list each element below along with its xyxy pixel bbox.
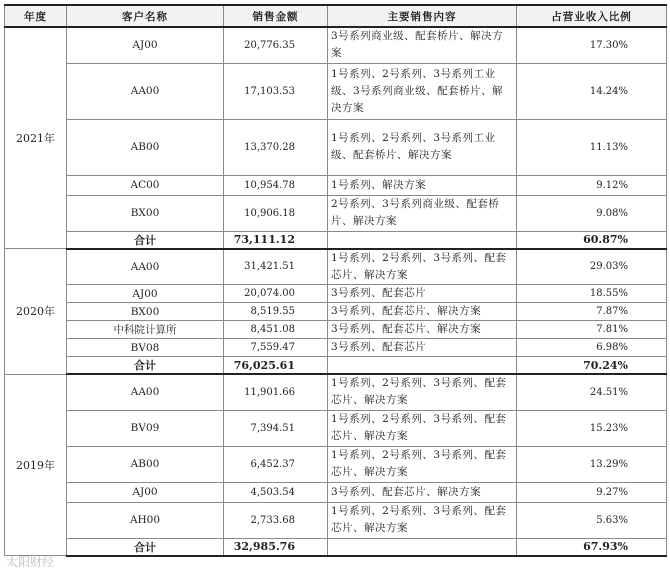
percentage-cell: 9.08%	[517, 195, 667, 231]
amount-cell: 8,519.55	[224, 303, 328, 321]
amount-cell: 10,906.18	[224, 195, 328, 231]
content-cell: 3号系列、配套芯片、解决方案	[328, 303, 517, 321]
customer-cell: AJ00	[67, 482, 224, 502]
percentage-cell: 6.98%	[517, 339, 667, 357]
total-amount: 73,111.12	[224, 231, 328, 249]
customer-cell: AA00	[67, 63, 224, 119]
amount-cell: 11,901.66	[224, 374, 328, 410]
header-customer: 客户名称	[67, 5, 224, 27]
customer-cell: BV09	[67, 410, 224, 446]
total-row	[5, 538, 667, 556]
total-label: 合计	[67, 357, 224, 375]
customer-cell: AA00	[67, 249, 224, 285]
amount-cell: 7,559.47	[224, 339, 328, 357]
total-amount: 76,025.61	[224, 357, 328, 375]
customer-sales-table	[4, 4, 667, 557]
table-row	[5, 374, 667, 410]
customer-cell: AA00	[67, 374, 224, 410]
total-content-cell	[328, 538, 517, 556]
table-row	[5, 339, 667, 357]
table-row	[5, 63, 667, 119]
content-cell: 1号系列、2号系列、3号系列、配套芯片、解决方案	[328, 410, 517, 446]
percentage-cell: 7.81%	[517, 321, 667, 339]
total-row	[5, 231, 667, 249]
percentage-cell: 9.12%	[517, 175, 667, 195]
customer-cell: BV08	[67, 339, 224, 357]
amount-cell: 31,421.51	[224, 249, 328, 285]
amount-cell: 4,503.54	[224, 482, 328, 502]
content-cell: 1号系列、2号系列、3号系列、配套芯片、解决方案	[328, 446, 517, 482]
customer-cell: AB00	[67, 446, 224, 482]
content-cell: 3号系列、配套芯片	[328, 285, 517, 303]
total-content-cell	[328, 357, 517, 375]
year-cell: 2020年	[5, 249, 67, 375]
customer-cell: BX00	[67, 195, 224, 231]
amount-cell: 6,452.37	[224, 446, 328, 482]
total-percentage: 60.87%	[517, 231, 667, 249]
content-cell: 3号系列、配套芯片、解决方案	[328, 321, 517, 339]
percentage-cell: 11.13%	[517, 119, 667, 175]
header-row	[5, 5, 667, 27]
total-percentage: 70.24%	[517, 357, 667, 375]
table-row	[5, 285, 667, 303]
year-cell: 2021年	[5, 27, 67, 249]
percentage-cell: 5.63%	[517, 502, 667, 538]
total-content-cell	[328, 231, 517, 249]
percentage-cell: 18.55%	[517, 285, 667, 303]
customer-cell: AJ00	[67, 285, 224, 303]
amount-cell: 17,103.53	[224, 63, 328, 119]
table-row	[5, 321, 667, 339]
content-cell: 1号系列、2号系列、3号系列工业级、3号系列商业级、配套桥片、解决方案	[328, 63, 517, 119]
content-cell: 2号系列、3号系列商业级、配套桥片、解决方案	[328, 195, 517, 231]
table-row	[5, 446, 667, 482]
content-cell: 3号系列商业级、配套桥片、解决方案	[328, 27, 517, 63]
header-year: 年度	[5, 5, 67, 27]
amount-cell: 2,733.68	[224, 502, 328, 538]
customer-cell: AC00	[67, 175, 224, 195]
customer-cell: BX00	[67, 303, 224, 321]
percentage-cell: 7.87%	[517, 303, 667, 321]
content-cell: 1号系列、2号系列、3号系列、配套芯片、解决方案	[328, 374, 517, 410]
table-row	[5, 482, 667, 502]
amount-cell: 20,776.35	[224, 27, 328, 63]
amount-cell: 13,370.28	[224, 119, 328, 175]
table-row	[5, 27, 667, 63]
table-row	[5, 303, 667, 321]
content-cell: 3号系列、配套芯片	[328, 339, 517, 357]
year-cell: 2019年	[5, 374, 67, 556]
table-row	[5, 195, 667, 231]
content-cell: 3号系列、配套芯片、解决方案	[328, 482, 517, 502]
table-row	[5, 119, 667, 175]
content-cell: 1号系列、2号系列、3号系列工业级、配套桥片、解决方案	[328, 119, 517, 175]
total-row	[5, 357, 667, 375]
table-row	[5, 410, 667, 446]
percentage-cell: 24.51%	[517, 374, 667, 410]
total-label: 合计	[67, 538, 224, 556]
header-content: 主要销售内容	[328, 5, 517, 27]
table-row	[5, 175, 667, 195]
table-row	[5, 249, 667, 285]
content-cell: 1号系列、2号系列、3号系列、配套芯片、解决方案	[328, 502, 517, 538]
percentage-cell: 17.30%	[517, 27, 667, 63]
table-row	[5, 502, 667, 538]
amount-cell: 7,394.51	[224, 410, 328, 446]
header-amount: 销售金额	[224, 5, 328, 27]
percentage-cell: 14.24%	[517, 63, 667, 119]
content-cell: 1号系列、2号系列、3号系列、配套芯片、解决方案	[328, 249, 517, 285]
total-label: 合计	[67, 231, 224, 249]
percentage-cell: 15.23%	[517, 410, 667, 446]
amount-cell: 10,954.78	[224, 175, 328, 195]
content-cell: 1号系列、解决方案	[328, 175, 517, 195]
customer-cell: 中科院计算所	[67, 321, 224, 339]
percentage-cell: 13.29%	[517, 446, 667, 482]
amount-cell: 8,451.08	[224, 321, 328, 339]
total-amount: 32,985.76	[224, 538, 328, 556]
customer-cell: AB00	[67, 119, 224, 175]
percentage-cell: 9.27%	[517, 482, 667, 502]
customer-cell: AH00	[67, 502, 224, 538]
watermark: 太阳财经	[6, 555, 55, 569]
amount-cell: 20,074.00	[224, 285, 328, 303]
customer-cell: AJ00	[67, 27, 224, 63]
header-percentage: 占营业收入比例	[517, 5, 667, 27]
total-percentage: 67.93%	[517, 538, 667, 556]
percentage-cell: 29.03%	[517, 249, 667, 285]
